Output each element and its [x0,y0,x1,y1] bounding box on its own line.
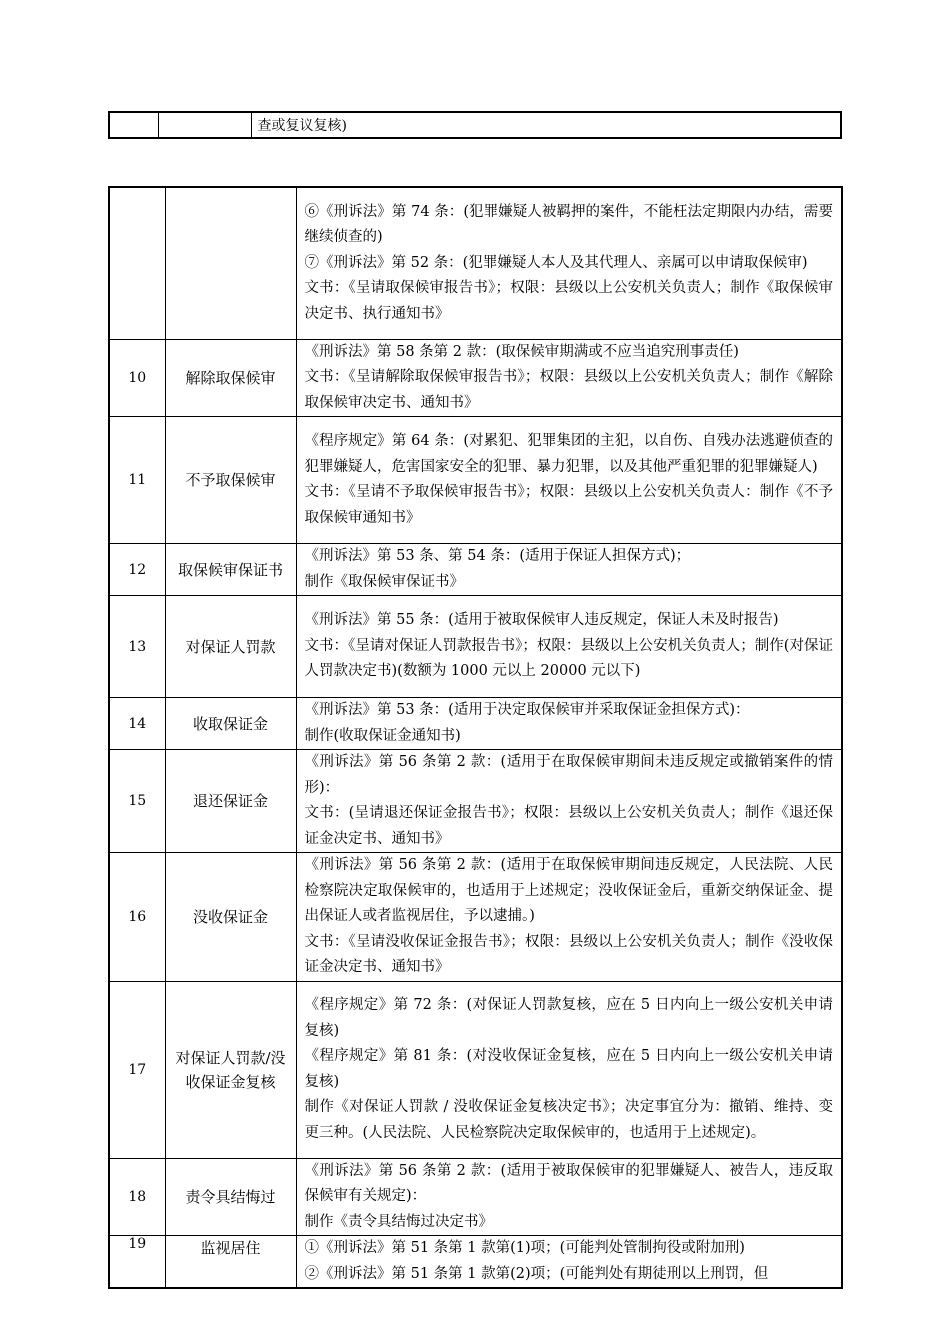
description-line: 《程序规定》第 81 条：(对没收保证金复核，应在 5 日内向上一级公安机关申请复核) [304,1048,833,1090]
cell-item [165,187,296,339]
cell-item [158,112,251,138]
cell-number: 14 [109,698,165,750]
cell-item: 监视居住 [165,1236,296,1289]
description-line: 《刑诉法》第 53 条、第 54 条：(适用于保证人担保方式)； [304,548,691,564]
procedure-table [108,186,843,1289]
description-line: 文书：《呈请取保候审报告书》；权限：县级以上公安机关负责人；制作《取保候审决定书、执行通知书》 [304,280,833,322]
cell-item: 责令具结悔过 [165,1158,296,1236]
cell-number: 15 [109,750,165,853]
table-row [109,544,842,596]
description-line: 《刑诉法》第 53 条：(适用于决定取保候审并采取保证金担保方式)： [304,702,750,718]
cell-number [109,112,158,138]
description-line: ⑦《刑诉法》第 52 条：(犯罪嫌疑人本人及其代理人、亲属可以申请取保候审) [304,254,808,271]
description-line: 制作《取保候审保证书》 [304,573,464,590]
description-line: ②《刑诉法》第 51 条第 1 款第(2)项；(可能判处有期徒刑以上刑罚，但 [304,1265,769,1282]
description-line: 文书：《呈请解除取保候审报告书》；权限：县级以上公安机关负责人；制作《解除取保候审决定书、通知书》 [304,369,833,411]
table-row [109,187,842,339]
cell-number: 16 [109,853,165,982]
cell-description [296,698,842,750]
cell-item: 对保证人罚款/没收保证金复核 [165,981,296,1158]
description-line: 《刑诉法》第 58 条第 2 款：(取保候审期满或不应当追究刑事责任) [304,343,739,360]
table-row [109,1236,842,1289]
table-row [109,112,841,138]
cell-description [296,750,842,853]
cell-item: 不予取保候审 [165,417,296,544]
description-line: 《刑诉法》第 56 条第 2 款：(适用于被取保候审的犯罪嫌疑人、被告人，违反取保候审有关规定)： [304,1162,833,1204]
cell-number: 18 [109,1158,165,1236]
description-line: 文书：《呈请没收保证金报告书》；权限：县级以上公安机关负责人；制作《没收保证金决定书、通知书》 [304,933,833,975]
description-line: 《程序规定》第 64 条：(对累犯、犯罪集团的主犯，以自伤、自残办法逃避侦查的犯罪嫌疑人，危害国家安全的犯罪、暴力犯罪，以及其他严重犯罪的犯罪嫌疑人) [304,433,833,475]
cell-description [296,1236,842,1289]
description-line: 《刑诉法》第 55 条：(适用于被取保候审人违反规定，保证人未及时报告) [304,612,779,629]
cell-description [296,187,842,339]
table-row [109,417,842,544]
cell-item: 取保候审保证书 [165,544,296,596]
cell-item: 没收保证金 [165,853,296,982]
cell-item: 退还保证金 [165,750,296,853]
description-line: ①《刑诉法》第 51 条第 1 款第(1)项；(可能判处管制拘役或附加刑) [304,1240,745,1256]
continued-table-fragment [108,111,842,139]
cell-description [296,853,842,982]
cell-description [296,1158,842,1236]
description-line: 制作《责令具结悔过决定书》 [304,1213,493,1230]
cell-description [251,112,841,138]
cell-number: 19 [109,1236,165,1289]
cell-description [296,981,842,1158]
table-row [109,698,842,750]
description-line: ⑥《刑诉法》第 74 条：(犯罪嫌疑人被羁押的案件，不能枉法定期限内办结，需要继续侦查的) [304,203,833,245]
description-line: 《刑诉法》第 56 条第 2 款：(适用于在取保候审期间违反规定，人民法院、人民检察院决定取保候审的，也适用于上述规定；没收保证金后，重新交纳保证金、提出保证人或者监视居住，予以逮捕。) [304,857,833,924]
cell-number: 10 [109,339,165,417]
cell-description [296,339,842,417]
cell-number: 17 [109,981,165,1158]
description-line: 《刑诉法》第 56 条第 2 款：(适用于在取保候审期间未违反规定或撤销案件的情形)： [304,754,833,796]
cell-number: 13 [109,596,165,698]
cell-number: 12 [109,544,165,596]
cell-description [296,417,842,544]
description-line: 文书：《呈请不予取保候审报告书》；权限：县级以上公安机关负责人：制作《不予取保候审通知书》 [304,484,833,526]
description-line: 制作《对保证人罚款 / 没收保证金复核决定书》；决定事宜分为：撤销、维持、变更三种。(人民法院、人民检察院决定取保候审的，也适用于上述规定)。 [304,1099,833,1141]
cell-description [296,596,842,698]
description-line: 制作(收取保证金通知书) [304,727,461,744]
description-text: 查或复议复核) [257,118,347,134]
description-line: 文书：(呈请退还保证金报告书》；权限：县级以上公安机关负责人；制作《退还保证金决定书、通知书》 [304,805,833,847]
cell-item: 对保证人罚款 [165,596,296,698]
cell-number: 11 [109,417,165,544]
table-row [109,596,842,698]
table-row [109,750,842,853]
table-row [109,981,842,1158]
cell-item: 收取保证金 [165,698,296,750]
description-line: 文书：《呈请对保证人罚款报告书》；权限：县级以上公安机关负责人；制作(对保证人罚款决定书)(数额为 1000 元以上 20000 元以下) [304,637,833,680]
cell-number [109,187,165,339]
cell-item: 解除取保候审 [165,339,296,417]
description-line: 《程序规定》第 72 条：(对保证人罚款复核，应在 5 日内向上一级公安机关申请复核) [304,997,833,1039]
cell-description [296,544,842,596]
table-row [109,1158,842,1236]
table-row [109,853,842,982]
table-row [109,339,842,417]
